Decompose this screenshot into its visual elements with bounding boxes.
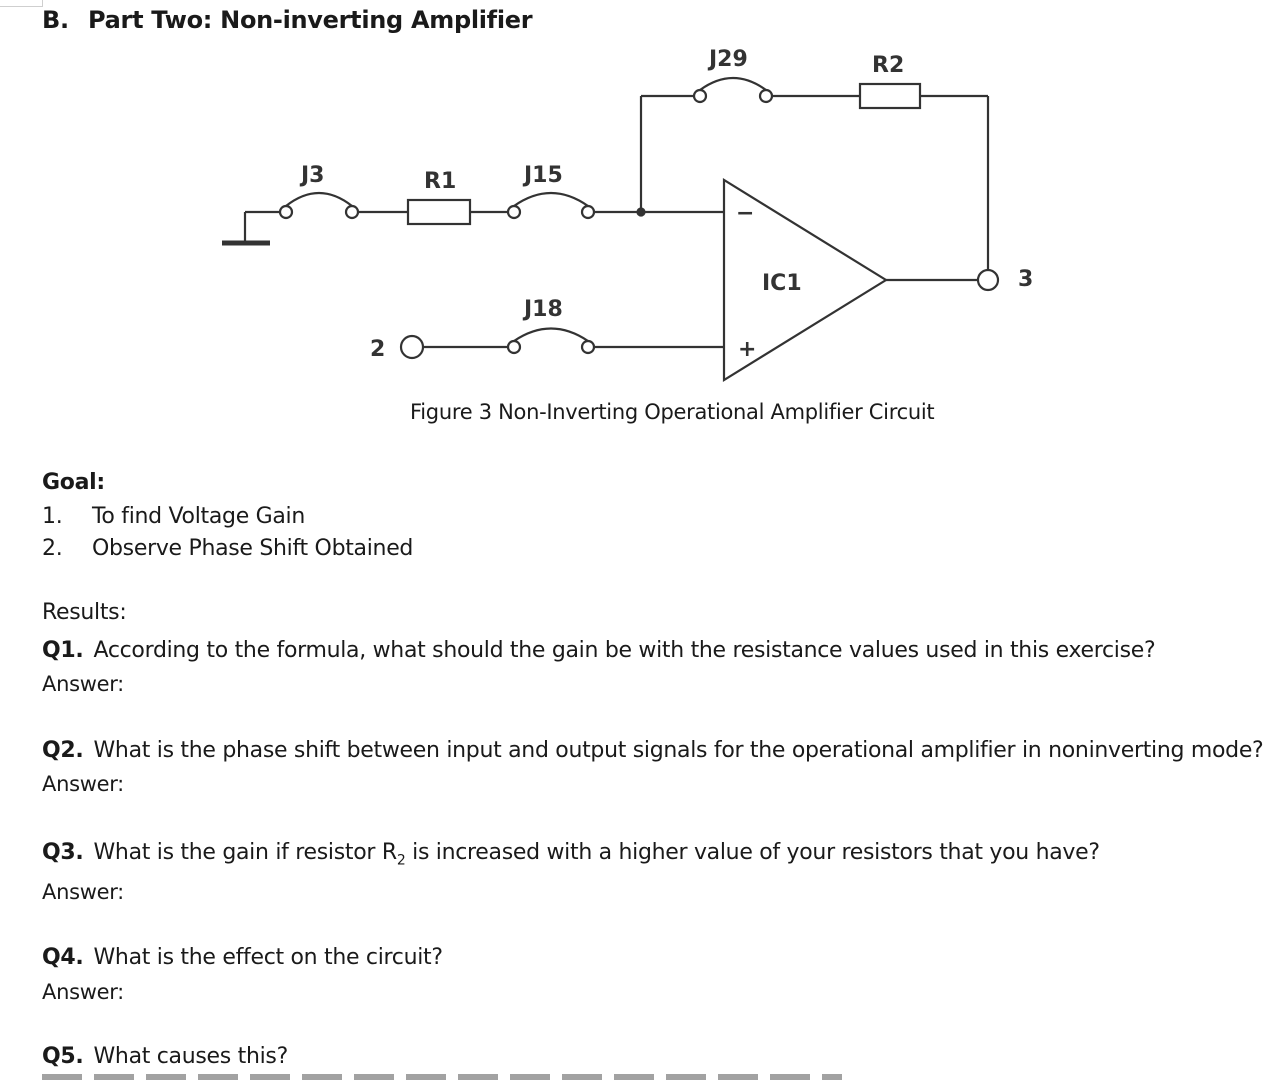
question-q1 xyxy=(42,638,1155,663)
answer-label-q4: Answer: xyxy=(42,980,124,1004)
question-number: Q1. xyxy=(42,638,84,663)
label-node-3: 3 xyxy=(1018,267,1034,292)
question-text: What causes this? xyxy=(93,1044,288,1069)
question-text: According to the formula, what should the gain be with the resistance values used in this exercise? xyxy=(93,638,1156,663)
answer-label-q2: Answer: xyxy=(42,772,124,796)
subscript-2: 2 xyxy=(396,852,406,869)
label-j3: J3 xyxy=(301,163,325,188)
question-text: What is the effect on the circuit? xyxy=(93,945,443,970)
section-title-text: Part Two: Non-inverting Amplifier xyxy=(88,6,533,34)
jumper-j29 xyxy=(694,78,772,102)
resistor-r1 xyxy=(408,200,470,224)
label-r1: R1 xyxy=(424,169,457,194)
output-terminal xyxy=(978,270,998,290)
question-text: What is the phase shift between input and output signals for the operational amplifier in noninverting mode? xyxy=(93,738,1263,763)
question-q4 xyxy=(42,945,443,970)
label-j29: J29 xyxy=(709,47,748,72)
question-number: Q3. xyxy=(42,840,84,865)
circuit-diagram xyxy=(0,0,1131,400)
answer-label-q3: Answer: xyxy=(42,880,124,904)
jumper-j15 xyxy=(508,193,594,218)
question-text-cont: is increased with a higher value of your resistors that you have? xyxy=(405,840,1100,865)
answer-label-q1: Answer: xyxy=(42,672,124,696)
results-heading: Results: xyxy=(42,600,127,625)
question-number: Q5. xyxy=(42,1044,84,1069)
label-j18: J18 xyxy=(524,297,563,322)
label-ic1: IC1 xyxy=(762,271,802,296)
goal-item-text: Observe Phase Shift Obtained xyxy=(92,536,414,561)
question-q5 xyxy=(42,1044,288,1069)
question-q3 xyxy=(42,840,1100,868)
goal-item-text: To find Voltage Gain xyxy=(92,504,306,529)
question-text: What is the gain if resistor R xyxy=(93,840,397,865)
jumper-j18 xyxy=(508,329,594,354)
goal-item-number: 2. xyxy=(42,536,63,561)
goal-item-number: 1. xyxy=(42,504,63,529)
question-q2 xyxy=(42,738,1263,763)
label-node-2: 2 xyxy=(370,337,386,362)
goal-heading: Goal: xyxy=(42,470,105,495)
question-number: Q4. xyxy=(42,945,84,970)
figure-caption: Figure 3 Non-Inverting Operational Amplifier Circuit xyxy=(410,400,935,424)
resistor-r2 xyxy=(860,84,920,108)
label-plus: + xyxy=(738,337,757,362)
label-j15: J15 xyxy=(524,163,563,188)
jumper-j3 xyxy=(280,193,358,218)
cutoff-text-line xyxy=(42,1074,842,1080)
label-r2: R2 xyxy=(872,53,905,78)
question-number: Q2. xyxy=(42,738,84,763)
input-terminal xyxy=(401,336,423,358)
section-number: B. xyxy=(42,6,69,34)
label-minus: − xyxy=(736,201,755,226)
